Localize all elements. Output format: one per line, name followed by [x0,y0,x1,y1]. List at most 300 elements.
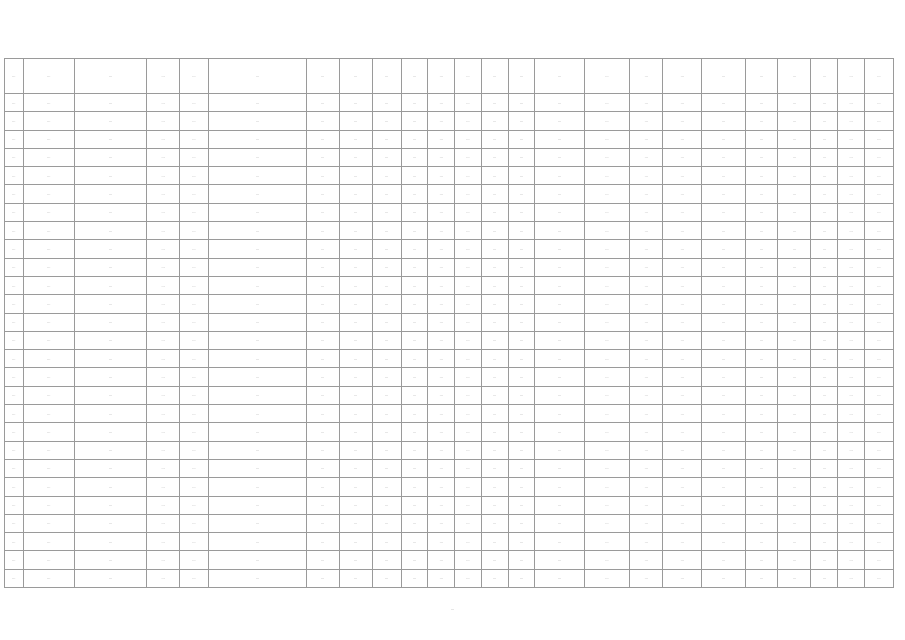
table-cell: … [23,240,75,258]
table-cell: … [811,386,838,404]
table-cell: … [864,459,893,477]
table-cell: … [75,185,147,203]
table-cell: … [455,258,482,276]
table-cell: … [180,569,209,587]
table-cell: … [180,167,209,185]
table-cell: … [455,94,482,112]
table-cell: … [180,295,209,313]
table-cell: … [372,551,401,569]
table-cell: … [372,313,401,331]
table-cell: … [23,569,75,587]
table-cell: … [180,112,209,130]
table-cell: … [864,148,893,166]
table-cell: … [339,112,372,130]
table-cell: … [5,258,24,276]
table-cell: … [401,569,428,587]
table-cell: … [75,551,147,569]
table-cell: … [481,569,508,587]
table-cell: … [372,350,401,368]
column-header: … [584,59,629,94]
table-cell: … [75,533,147,551]
table-cell: … [864,368,893,386]
table-cell: … [208,331,306,349]
column-header: … [147,59,180,94]
column-header: … [778,59,811,94]
table-cell: … [838,331,865,349]
table-cell: … [306,405,339,423]
table-cell: … [401,441,428,459]
table-cell: … [745,368,778,386]
table-cell: … [811,112,838,130]
table-cell: … [508,441,535,459]
table-cell: … [428,203,455,221]
table-body [5,94,894,588]
table-cell: … [5,441,24,459]
table-cell: … [339,331,372,349]
table-cell: … [663,148,702,166]
table-cell: … [663,350,702,368]
table-cell: … [535,258,584,276]
table-row [5,258,894,276]
table-cell: … [702,368,745,386]
table-cell: … [455,441,482,459]
table-cell: … [702,350,745,368]
table-cell: … [838,551,865,569]
table-cell: … [5,148,24,166]
table-cell: … [372,386,401,404]
table-cell: … [481,331,508,349]
table-cell: … [180,386,209,404]
table-cell: … [23,167,75,185]
table-cell: … [306,459,339,477]
table-cell: … [147,386,180,404]
table-cell: … [702,569,745,587]
table-cell: … [75,203,147,221]
table-cell: … [401,514,428,532]
table-cell: … [535,240,584,258]
table-cell: … [508,203,535,221]
table-cell: … [663,222,702,240]
table-cell: … [481,459,508,477]
table-cell: … [180,350,209,368]
table-cell: … [306,203,339,221]
table-cell: … [455,112,482,130]
table-cell: … [702,258,745,276]
table-cell: … [75,240,147,258]
table-cell: … [811,203,838,221]
table-cell: … [75,331,147,349]
table-cell: … [208,423,306,441]
table-cell: … [455,203,482,221]
table-cell: … [455,423,482,441]
table-cell: … [306,222,339,240]
table-row [5,386,894,404]
table-cell: … [811,313,838,331]
table-cell: … [663,185,702,203]
table-cell: … [208,167,306,185]
table-cell: … [584,203,629,221]
table-cell: … [75,368,147,386]
table-cell: … [428,551,455,569]
table-cell: … [372,148,401,166]
table-cell: … [372,368,401,386]
table-cell: … [147,496,180,514]
table-cell: … [180,313,209,331]
table-cell: … [864,185,893,203]
table-cell: … [208,112,306,130]
table-cell: … [306,112,339,130]
table-cell: … [455,551,482,569]
table-cell: … [401,386,428,404]
table-cell: … [5,130,24,148]
table-cell: … [481,514,508,532]
table-cell: … [584,533,629,551]
table-cell: … [372,130,401,148]
table-cell: … [535,276,584,294]
table-cell: … [663,533,702,551]
table-cell: … [508,331,535,349]
table-cell: … [811,441,838,459]
table-cell: … [864,167,893,185]
table-cell: … [147,569,180,587]
table-cell: … [401,496,428,514]
table-cell: … [401,130,428,148]
table-cell: … [584,441,629,459]
table-cell: … [630,478,663,496]
table-cell: … [778,185,811,203]
table-cell: … [75,130,147,148]
table-cell: … [584,276,629,294]
table-cell: … [811,496,838,514]
table-cell: … [208,533,306,551]
column-header: … [702,59,745,94]
table-cell: … [811,94,838,112]
table-header [5,59,894,94]
table-cell: … [838,350,865,368]
table-cell: … [811,405,838,423]
table-cell: … [455,276,482,294]
table-cell: … [428,148,455,166]
table-cell: … [745,441,778,459]
table-cell: … [745,295,778,313]
table-cell: … [23,258,75,276]
table-cell: … [5,514,24,532]
table-cell: … [455,533,482,551]
table-cell: … [864,313,893,331]
header-row [5,59,894,94]
table-cell: … [778,295,811,313]
table-cell: … [864,423,893,441]
table-cell: … [584,496,629,514]
table-cell: … [838,203,865,221]
table-cell: … [745,130,778,148]
table-cell: … [306,423,339,441]
table-cell: … [745,533,778,551]
table-cell: … [180,222,209,240]
table-cell: … [535,148,584,166]
table-cell: … [23,496,75,514]
table-cell: … [75,94,147,112]
table-cell: … [455,331,482,349]
table-cell: … [180,514,209,532]
table-cell: … [535,386,584,404]
table-cell: … [745,148,778,166]
table-cell: … [481,405,508,423]
table-cell: … [778,569,811,587]
table-cell: … [508,569,535,587]
table-cell: … [663,167,702,185]
table-cell: … [838,423,865,441]
table-row [5,514,894,532]
table-cell: … [702,386,745,404]
table-cell: … [372,423,401,441]
table-cell: … [23,130,75,148]
table-cell: … [147,240,180,258]
table-cell: … [702,313,745,331]
table-cell: … [584,350,629,368]
table-cell: … [339,94,372,112]
table-cell: … [838,441,865,459]
table-row [5,185,894,203]
table-cell: … [535,441,584,459]
table-cell: … [5,331,24,349]
table-cell: … [180,130,209,148]
table-cell: … [745,405,778,423]
table-cell: … [455,569,482,587]
table-row [5,551,894,569]
table-cell: … [508,313,535,331]
table-cell: … [372,514,401,532]
table-cell: … [23,533,75,551]
table-cell: … [5,459,24,477]
table-cell: … [180,185,209,203]
table-cell: … [23,94,75,112]
table-cell: … [702,331,745,349]
table-cell: … [481,551,508,569]
table-cell: … [584,167,629,185]
table-cell: … [455,167,482,185]
table-cell: … [663,331,702,349]
table-cell: … [208,350,306,368]
table-cell: … [428,94,455,112]
table-cell: … [481,295,508,313]
table-cell: … [23,276,75,294]
table-cell: … [455,240,482,258]
table-cell: … [864,331,893,349]
table-cell: … [5,496,24,514]
table-cell: … [23,148,75,166]
table-cell: … [508,478,535,496]
table-cell: … [147,405,180,423]
table-cell: … [339,185,372,203]
table-cell: … [535,313,584,331]
table-cell: … [5,551,24,569]
table-cell: … [811,130,838,148]
table-cell: … [339,441,372,459]
table-cell: … [401,405,428,423]
table-row [5,222,894,240]
table-cell: … [180,551,209,569]
table-cell: … [306,130,339,148]
table-cell: … [702,185,745,203]
table-cell: … [180,478,209,496]
table-cell: … [75,112,147,130]
table-cell: … [535,569,584,587]
table-cell: … [372,478,401,496]
table-cell: … [864,496,893,514]
table-cell: … [663,514,702,532]
table-cell: … [630,405,663,423]
table-cell: … [535,130,584,148]
table-cell: … [508,148,535,166]
table-cell: … [778,386,811,404]
column-header: … [5,59,24,94]
table-cell: … [630,258,663,276]
table-cell: … [535,514,584,532]
table-cell: … [147,533,180,551]
table-cell: … [481,185,508,203]
table-cell: … [306,185,339,203]
table-cell: … [339,130,372,148]
table-cell: … [147,185,180,203]
table-cell: … [481,441,508,459]
table-cell: … [838,167,865,185]
table-cell: … [401,276,428,294]
table-cell: … [663,386,702,404]
table-cell: … [535,496,584,514]
table-cell: … [663,478,702,496]
table-cell: … [838,478,865,496]
table-cell: … [864,569,893,587]
table-cell: … [339,148,372,166]
table-cell: … [630,423,663,441]
table-cell: … [208,478,306,496]
table-cell: … [811,551,838,569]
table-cell: … [306,569,339,587]
table-cell: … [584,569,629,587]
table-cell: … [372,258,401,276]
table-cell: … [75,459,147,477]
table-cell: … [5,222,24,240]
table-cell: … [481,148,508,166]
table-cell: … [208,203,306,221]
table-cell: … [339,313,372,331]
table-cell: … [180,276,209,294]
table-cell: … [147,514,180,532]
table-cell: … [180,441,209,459]
page-footer: … [450,606,455,611]
table-cell: … [339,258,372,276]
table-cell: … [23,112,75,130]
table-cell: … [508,423,535,441]
table-cell: … [455,295,482,313]
table-cell: … [5,295,24,313]
table-cell: … [584,185,629,203]
table-cell: … [428,405,455,423]
table-cell: … [5,313,24,331]
table-cell: … [75,276,147,294]
table-cell: … [630,203,663,221]
table-cell: … [372,203,401,221]
table-cell: … [75,148,147,166]
table-cell: … [481,533,508,551]
table-cell: … [745,478,778,496]
table-cell: … [401,533,428,551]
table-cell: … [745,496,778,514]
table-row [5,167,894,185]
table-cell: … [208,405,306,423]
table-cell: … [23,368,75,386]
table-cell: … [702,405,745,423]
table-cell: … [535,295,584,313]
table-cell: … [702,423,745,441]
table-cell: … [372,569,401,587]
table-row [5,368,894,386]
table-cell: … [339,459,372,477]
table-cell: … [147,350,180,368]
table-cell: … [481,496,508,514]
table-cell: … [455,386,482,404]
table-cell: … [535,112,584,130]
table-cell: … [811,167,838,185]
table-cell: … [75,478,147,496]
table-cell: … [630,185,663,203]
table-cell: … [147,551,180,569]
table-cell: … [339,350,372,368]
column-header: … [838,59,865,94]
column-header: … [23,59,75,94]
column-header: … [372,59,401,94]
table-cell: … [811,222,838,240]
table-cell: … [401,368,428,386]
table-cell: … [306,167,339,185]
table-cell: … [180,258,209,276]
table-cell: … [811,148,838,166]
table-cell: … [508,350,535,368]
column-header: … [208,59,306,94]
table-cell: … [864,514,893,532]
column-header: … [339,59,372,94]
table-cell: … [630,350,663,368]
table-cell: … [75,167,147,185]
table-cell: … [778,167,811,185]
table-cell: … [745,240,778,258]
table-cell: … [481,167,508,185]
table-cell: … [864,258,893,276]
table-cell: … [306,386,339,404]
table-cell: … [778,441,811,459]
table-cell: … [372,94,401,112]
table-cell: … [508,295,535,313]
table-cell: … [339,222,372,240]
table-cell: … [75,258,147,276]
table-cell: … [372,295,401,313]
table-cell: … [630,368,663,386]
table-cell: … [584,551,629,569]
table-cell: … [584,459,629,477]
table-cell: … [702,203,745,221]
table-cell: … [663,459,702,477]
table-cell: … [630,331,663,349]
table-cell: … [339,240,372,258]
table-cell: … [428,130,455,148]
table-cell: … [663,368,702,386]
table-cell: … [508,130,535,148]
table-cell: … [535,533,584,551]
table-cell: … [778,222,811,240]
table-cell: … [630,148,663,166]
table-cell: … [508,514,535,532]
